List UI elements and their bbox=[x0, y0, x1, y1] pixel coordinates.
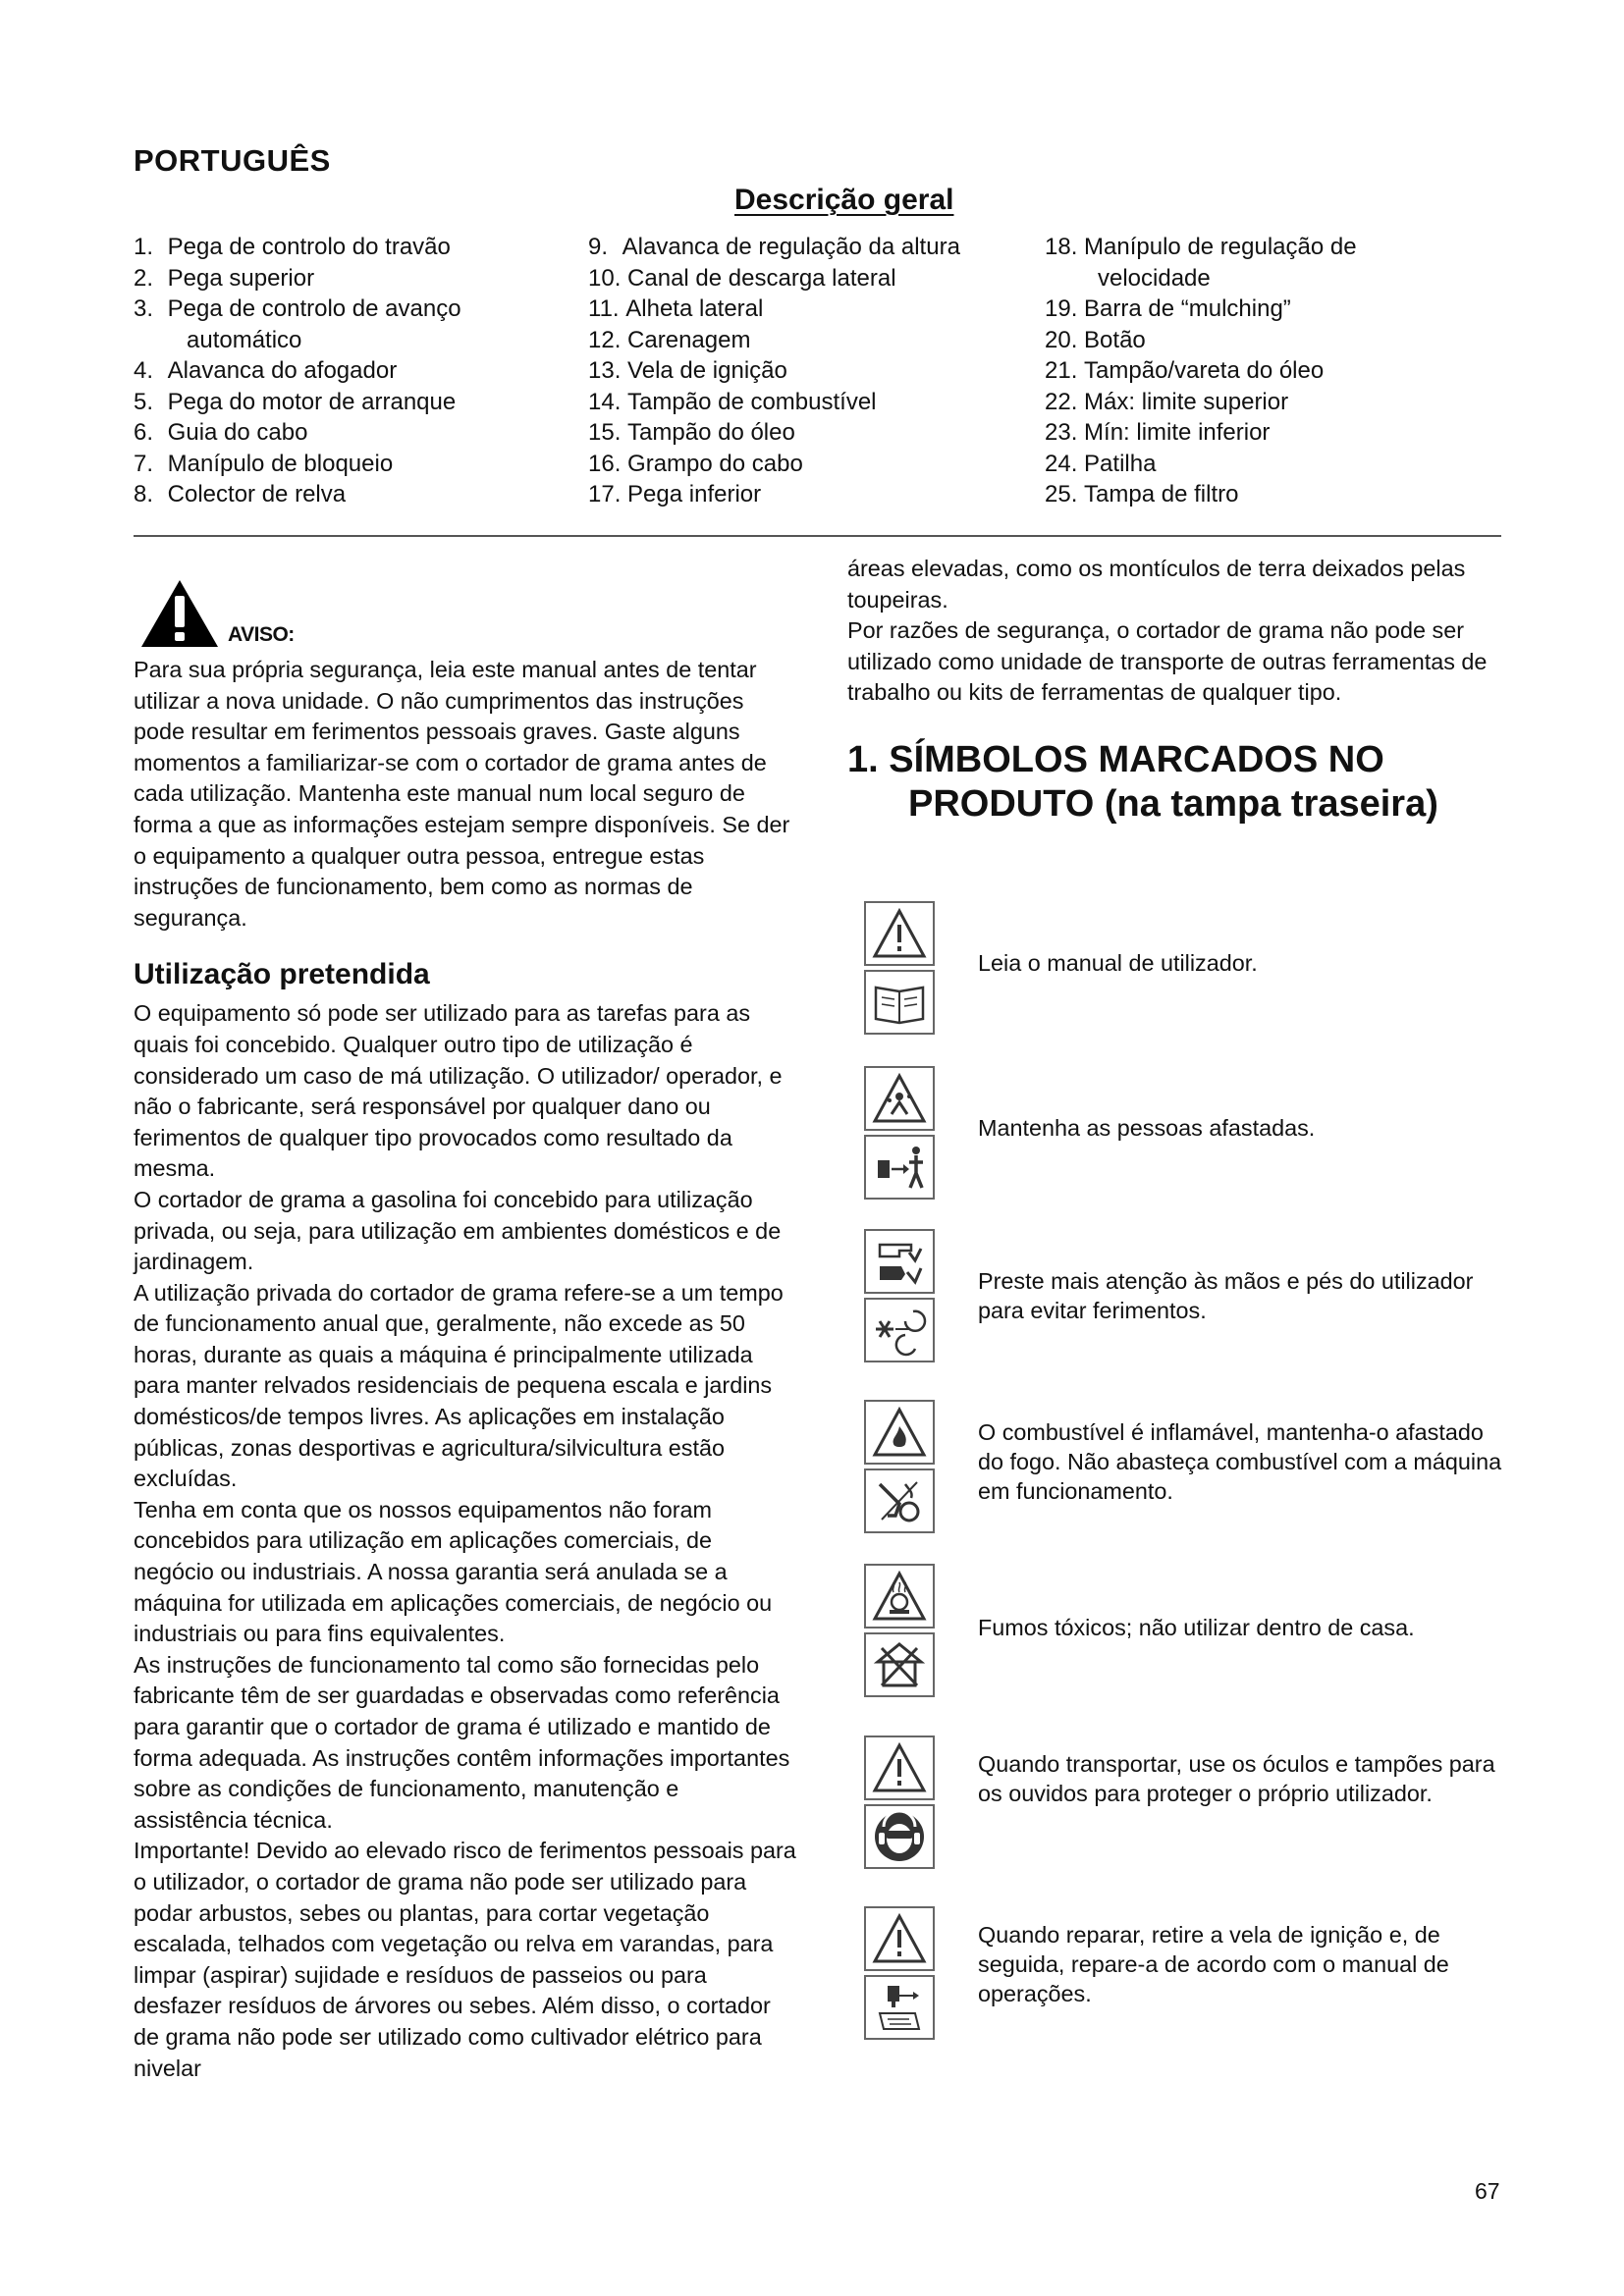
eye-ear-protection-icon bbox=[870, 1809, 929, 1864]
list-item: 14. Tampão de combustível bbox=[588, 388, 877, 415]
list-item: 11. Alheta lateral bbox=[588, 295, 764, 322]
list-item: 16. Grampo do cabo bbox=[588, 450, 803, 477]
symbol-icons bbox=[864, 1066, 937, 1203]
list-item: 24. Patilha bbox=[1045, 450, 1157, 477]
warning-label: AVISO: bbox=[228, 623, 295, 646]
list-item: 9. Alavanca de regulação da altura bbox=[588, 234, 960, 260]
warning-triangle-icon bbox=[139, 578, 220, 649]
remove-spark-plug-icon bbox=[870, 1980, 929, 2035]
manual-book-icon bbox=[870, 978, 929, 1027]
list-item: 20. Botão bbox=[1045, 326, 1146, 353]
parts-list-column-1 bbox=[134, 232, 461, 510]
paragraph: O equipamento só pode ser utilizado para as tarefas para as quais foi concebido. Qualquer outro tipo de utilização é considerado um caso de má utilização. O utilizador/ operador, e não o fabricante, será responsável por qualquer dano ou ferimentos de qualquer tipo provocados como resultado da mesma. bbox=[134, 1000, 783, 1182]
right-column bbox=[847, 554, 1505, 827]
toxic-fumes-icon bbox=[872, 1571, 927, 1622]
list-item: 13. Vela de ignição bbox=[588, 357, 787, 384]
paragraph: áreas elevadas, como os montículos de terra deixados pelas toupeiras. bbox=[847, 556, 1466, 613]
list-item: 12. Carenagem bbox=[588, 326, 751, 353]
list-item: 19. Barra de “mulching” bbox=[1045, 295, 1291, 322]
list-item: 22. Máx: limite superior bbox=[1045, 388, 1289, 415]
symbol-icons bbox=[864, 1735, 937, 1873]
list-item: 23. Mín: limite inferior bbox=[1045, 419, 1271, 446]
intended-use-heading: Utilização pretendida bbox=[134, 958, 430, 991]
list-item: 17. Pega inferior bbox=[588, 481, 762, 507]
keep-distance-icon bbox=[870, 1141, 929, 1194]
list-item-continuation: automático bbox=[187, 326, 302, 353]
list-item: 10. Canal de descarga lateral bbox=[588, 264, 896, 292]
list-item: 7. Manípulo de bloqueio bbox=[134, 450, 394, 477]
thrown-objects-warning-icon bbox=[872, 1073, 927, 1124]
list-item-continuation: velocidade bbox=[1098, 264, 1211, 292]
symbol-description: Preste mais atenção às mãos e pés do utilizador para evitar ferimentos. bbox=[978, 1268, 1474, 1323]
parts-list-column-3 bbox=[1045, 232, 1357, 510]
paragraph: O cortador de grama a gasolina foi concebido para utilização privada, ou seja, para utilização em ambientes domésticos e de jardinagem. bbox=[134, 1186, 782, 1275]
symbol-description: Fumos tóxicos; não utilizar dentro de casa. bbox=[978, 1615, 1415, 1640]
left-column bbox=[134, 564, 796, 2084]
symbol-icons bbox=[864, 1564, 937, 1701]
warning-triangle-icon bbox=[872, 1913, 927, 1964]
fire-warning-icon bbox=[872, 1407, 927, 1458]
paragraph: Por razões de segurança, o cortador de grama não pode ser utilizado como unidade de transporte de outras ferramentas de trabalho ou kits de ferramentas de qualquer tipo. bbox=[847, 617, 1488, 706]
section-title: Descrição geral bbox=[734, 184, 954, 216]
warning-triangle-icon bbox=[872, 1742, 927, 1793]
list-item: 8. Colector de relva bbox=[134, 481, 347, 507]
list-item: 18. Manípulo de regulação de bbox=[1045, 234, 1357, 260]
list-item: 5. Pega do motor de arranque bbox=[134, 388, 457, 415]
list-item: 1. Pega de controlo do travão bbox=[134, 234, 451, 260]
hand-foot-blade-icon bbox=[872, 1235, 927, 1288]
symbol-description: O combustível é inflamável, mantenha-o afastado do fogo. Não abasteça combustível com a máquina em funcionamento. bbox=[978, 1419, 1502, 1504]
paragraph: Tenha em conta que os nossos equipamentos não foram concebidos para utilização em aplicações comerciais, de negócio ou industriais. A nossa garantia será anulada se a máquina for utilizada em aplicações comerciais, de negócio ou industriais ou para fins equivalentes. bbox=[134, 1496, 773, 1647]
page-number: 67 bbox=[1475, 2178, 1500, 2204]
paragraph: Importante! Devido ao elevado risco de ferimentos pessoais para o utilizador, o cortador de grama não pode ser utilizado para podar arbustos, sebes ou plantas, para cortar vegetação escalada, telhados com vegetação ou relva em varandas, para limpar (aspirar) sujidade e resíduos de passeios ou para desfazer resíduos de árvores ou sebes. Além disso, o cortador de grama não pode ser utilizado como cultivador elétrico para nivelar bbox=[134, 1838, 796, 2081]
list-item: 4. Alavanca do afogador bbox=[134, 357, 398, 384]
symbol-icons bbox=[864, 1229, 937, 1366]
symbol-description: Mantenha as pessoas afastadas. bbox=[978, 1115, 1316, 1141]
symbol-description: Leia o manual de utilizador. bbox=[978, 950, 1258, 976]
warning-triangle-icon bbox=[872, 908, 927, 959]
section-divider bbox=[134, 535, 1501, 537]
paragraph: A utilização privada do cortador de grama refere-se a um tempo de funcionamento anual que, geralmente, não excede as 50 horas, durante as quais a máquina é principalmente utilizada para manter relvados residenciais de pequena escala e jardins domésticos/de tempos livres. As aplicações em instalação públicas, zonas desportivas e agricultura/silvicultura estão excluídas. bbox=[134, 1279, 784, 1492]
list-item: 3. Pega de controlo de avanço bbox=[134, 295, 461, 322]
warning-header bbox=[134, 564, 796, 655]
list-item: 2. Pega superior bbox=[134, 264, 315, 292]
language-heading: PORTUGUÊS bbox=[134, 143, 331, 178]
warning-text: Para sua própria segurança, leia este manual antes de tentar utilizar a nova unidade. O não cumprimentos das instruções pode resultar em ferimentos pessoais graves. Gaste alguns momentos a familiarizar-se com o cortador de grama antes de cada utilização. Mantenha este manual num local seguro de forma a que as informações estejam sempre disponíveis. Se der o equipamento a qualquer outra pessoa, entregue estas instruções de funcionamento, bem como as normas de segurança. bbox=[134, 657, 790, 931]
list-item: 25. Tampa de filtro bbox=[1045, 481, 1239, 507]
symbols-heading: 1. SÍMBOLOS MARCADOS NO PRODUTO (na tampa traseira) bbox=[847, 738, 1438, 825]
list-item: 21. Tampão/vareta do óleo bbox=[1045, 357, 1325, 384]
list-item: 15. Tampão do óleo bbox=[588, 419, 795, 446]
symbol-icons bbox=[864, 1906, 937, 2044]
no-indoor-use-icon bbox=[870, 1638, 929, 1691]
paragraph: As instruções de funcionamento tal como são fornecidas pelo fabricante têm de ser guardadas e observadas como referência para garantir que o cortador de grama é utilizado e mantido de forma adequada. As instruções contêm informações importantes sobre as condições de funcionamento, manutenção e assistência técnica. bbox=[134, 1651, 790, 1833]
symbol-icons bbox=[864, 901, 937, 1039]
symbol-description: Quando transportar, use os óculos e tampões para os ouvidos para proteger o próprio utilizador. bbox=[978, 1751, 1495, 1806]
parts-list-column-2 bbox=[588, 232, 960, 510]
symbol-icons bbox=[864, 1400, 937, 1537]
no-refuel-icon bbox=[870, 1474, 929, 1527]
symbol-description: Quando reparar, retire a vela de ignição e, de seguida, repare-a de acordo com o manual de operações. bbox=[978, 1922, 1449, 2006]
rotating-blade-icon bbox=[870, 1304, 929, 1357]
list-item: 6. Guia do cabo bbox=[134, 419, 308, 446]
